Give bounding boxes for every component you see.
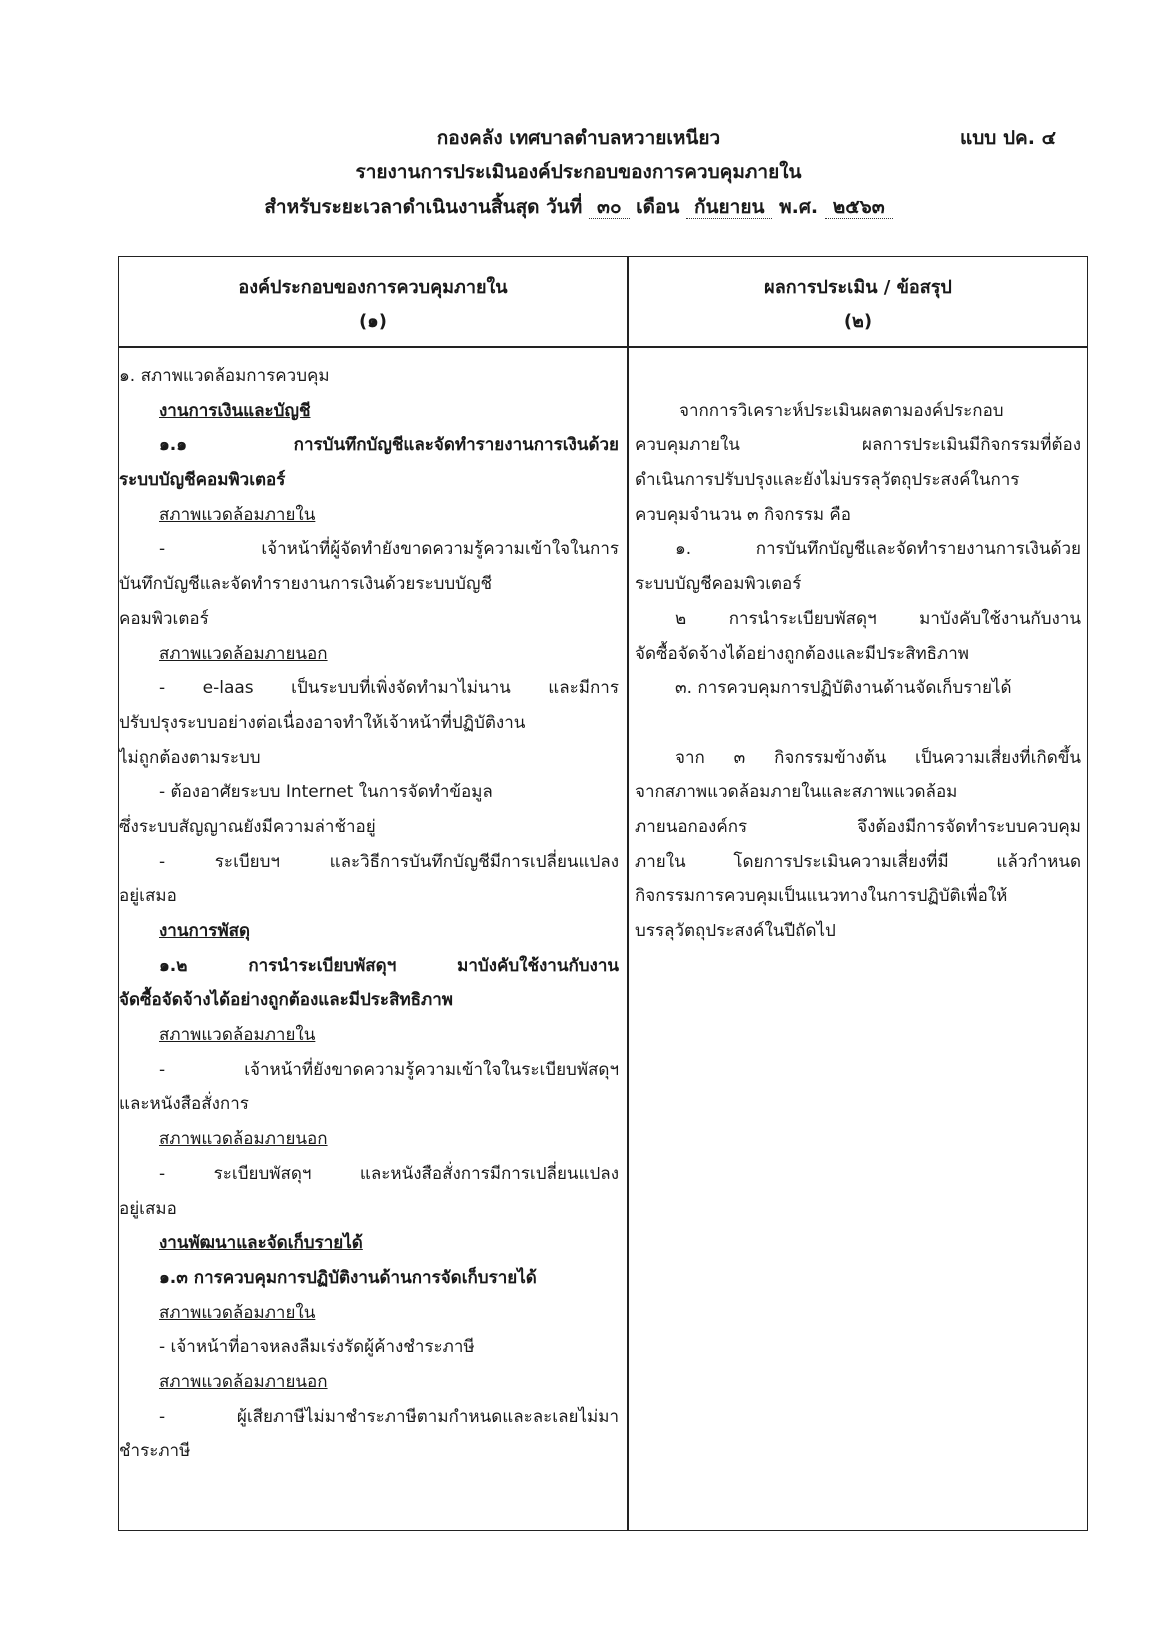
text-line: คอมพิวเตอร์ [119,608,209,629]
period-day: ๓๐ [589,196,630,219]
text-line: จากสภาพแวดล้อมภายในและสภาพแวดล้อม [635,782,958,803]
text-line: ปรับปรุงระบบอย่างต่อเนื่องอาจทำให้เจ้าหน้าที่ปฏิบัติงาน [119,712,526,733]
environment-label: สภาพแวดล้อมภายใน [159,1302,316,1323]
text-line: ระบบบัญชีคอมพิวเตอร์ [635,574,802,595]
results-column [635,359,1081,949]
environment-label: สภาพแวดล้อมภายใน [159,504,316,525]
text-line: - เจ้าหน้าที่อาจหลงลืมเร่งรัดผู้ค้างชำระภาษี [159,1337,475,1358]
text-line: - ผู้เสียภาษีไม่มาชำระภาษีตามกำหนดและละเลยไม่มา [159,1406,619,1427]
section-heading: ๑. สภาพแวดล้อมการควบคุม [119,366,330,386]
item-title: ๑.๓ การควบคุมการปฏิบัติงานด้านการจัดเก็บรายได้ [159,1267,537,1288]
text-line: อยู่เสมอ [119,1198,177,1219]
environment-label: สภาพแวดล้อมภายใน [159,1025,316,1046]
column-divider [627,257,629,1530]
environment-label: สภาพแวดล้อมภายนอก [159,1371,328,1392]
spacer [635,359,1081,394]
month-label: เดือน [636,196,680,218]
header-divider [119,346,1087,348]
text-line: ซึ่งระบบสัญญาณยังมีความล่าช้าอยู่ [119,816,376,837]
form-code: แบบ ปค. ๔ [960,127,1056,149]
subsection-title: งานการเงินและบัญชี [159,400,311,421]
text-line: ควบคุมภายใน ผลการประเมินมีกิจกรรมที่ต้อง [635,435,1081,456]
text-line: กิจกรรมการควบคุมเป็นแนวทางในการปฏิบัติเพื่อให้ [635,886,1008,907]
period-prefix: สำหรับระยะเวลาดำเนินงานสิ้นสุด วันที่ [264,196,583,218]
activity-item: ๒ การนำระเบียบพัสดุฯ มาบังคับใช้งานกับงาน [675,608,1081,629]
column-header-label: องค์ประกอบของการควบคุมภายใน [238,277,508,298]
text-line: ภายใน โดยการประเมินความเสี่ยงที่มี แล้วกำหนด [635,851,1081,872]
text-line: ภายนอกองค์กร จึงต้องมีการจัดทำระบบควบคุม [635,816,1081,837]
subsection-title: งานการพัสดุ [159,921,251,941]
text-line: - ต้องอาศัยระบบ Internet ในการจัดทำข้อมูล [159,782,493,803]
text-line: บรรลุวัตถุประสงค์ในปีถัดไป [635,921,836,941]
report-title: รายงานการประเมินองค์ประกอบของการควบคุมภายใน [355,161,802,183]
text-line: - ระเบียบฯ และวิธีการบันทึกบัญชีมีการเปลี่ยนแปลง [159,851,619,872]
text-line: จากการวิเคราะห์ประเมินผลตามองค์ประกอบ [679,400,1004,421]
text-line: จัดซื้อจัดจ้างได้อย่างถูกต้องและมีประสิทธิภาพ [635,643,969,664]
column-header-components [119,271,627,339]
column-header-number: (๑) [359,311,387,332]
assessment-table [118,256,1088,1531]
item-title: ๑.๒ การนำระเบียบพัสดุฯ มาบังคับใช้งานกับงาน [159,955,619,976]
subsection-title: งานพัฒนาและจัดเก็บรายได้ [159,1233,363,1254]
text-line: ดำเนินการปรับปรุงและยังไม่บรรลุวัตถุประสงค์ในการ [635,470,1020,491]
text-line: - ระเบียบพัสดุฯ และหนังสือสั่งการมีการเปลี่ยนแปลง [159,1163,619,1184]
text-line: ไม่ถูกต้องตามระบบ [119,747,261,768]
item-title-cont: จัดซื้อจัดจ้างได้อย่างถูกต้องและมีประสิทธิภาพ [119,990,453,1011]
year-label: พ.ศ. [779,196,819,218]
period-year: ๒๕๖๓ [825,196,893,219]
text-line: ชำระภาษี [119,1441,191,1462]
text-line: ควบคุมจำนวน ๓ กิจกรรม คือ [635,504,852,525]
column-header-results [629,271,1087,339]
item-title: ๑.๑ การบันทึกบัญชีและจัดทำรายงานการเงินด้วย [159,435,619,456]
period-month: กันยายน [686,196,772,219]
column-header-number: (๒) [843,311,873,332]
environment-label: สภาพแวดล้อมภายนอก [159,643,328,664]
text-line: - เจ้าหน้าที่ยังขาดความรู้ความเข้าใจในระเบียบพัสดุฯ [159,1059,619,1080]
text-line: อยู่เสมอ [119,886,177,907]
environment-label: สภาพแวดล้อมภายนอก [159,1129,328,1150]
activity-item: ๓. การควบคุมการปฏิบัติงานด้านจัดเก็บรายได้ [675,678,1012,699]
text-line: - e-laas เป็นระบบที่เพิ่งจัดทำมาไม่นาน และมีการ [159,678,619,699]
report-period [0,192,1157,222]
components-column [119,359,619,1469]
column-header-label: ผลการประเมิน / ข้อสรุป [764,277,952,298]
text-line: และหนังสือสั่งการ [119,1094,249,1115]
text-line: - เจ้าหน้าที่ผู้จัดทำยังขาดความรู้ความเข้าใจในการ [159,539,619,560]
spacer [635,706,1081,741]
item-title-cont: ระบบบัญชีคอมพิวเตอร์ [119,470,286,491]
text-line: บันทึกบัญชีและจัดทำรายงานการเงินด้วยระบบบัญชี [119,574,492,595]
activity-item: ๑. การบันทึกบัญชีและจัดทำรายงานการเงินด้วย [675,539,1081,560]
text-line: จาก ๓ กิจกรรมข้างต้น เป็นความเสี่ยงที่เกิดขึ้น [675,747,1081,768]
agency-title: กองคลัง เทศบาลตำบลหวายเหนียว [436,127,721,149]
